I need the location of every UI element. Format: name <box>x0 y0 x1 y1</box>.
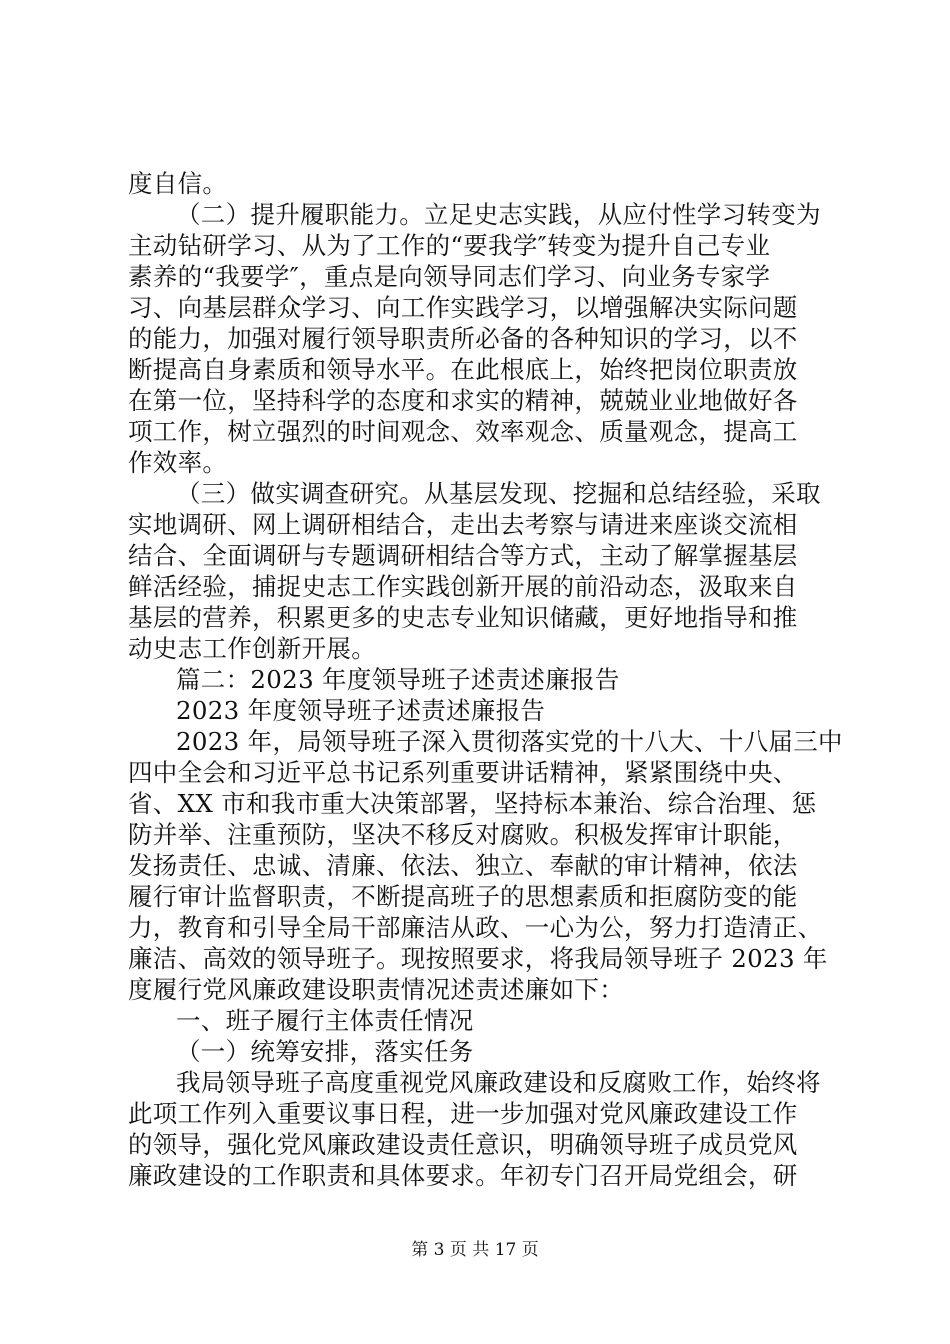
text-line-13: 结合、全面调研与专题调研相结合等方式，主动了解掌握基层 <box>128 541 798 570</box>
text-line-11: （三）做实调查研究。从基层发现、挖掘和总结经验，采取 <box>176 479 821 508</box>
text-line-31: 此项工作列入重要议事日程，进一步加强对党风廉政建设工作 <box>128 1099 798 1128</box>
text-line-33: 廉政建设的工作职责和具体要求。年初专门召开局党组会，研 <box>128 1161 798 1190</box>
text-line-14: 鲜活经验，捕捉史志工作实践创新开展的前沿动态，汲取来自 <box>128 572 798 601</box>
text-line-7: 断提高自身素质和领导水平。在此根底上，始终把岗位职责放 <box>128 355 798 384</box>
section-heading-2: 篇二：2023 年度领导班子述责述廉报告 <box>176 665 620 694</box>
text-line-8: 在第一位，坚持科学的态度和求实的精神，兢兢业业地做好各 <box>128 386 798 415</box>
text-line-22: 防并举、注重预防，坚决不移反对腐败。积极发挥审计职能， <box>128 820 798 849</box>
text-line-10: 作效率。 <box>128 448 228 477</box>
text-line-5: 习、向基层群众学习、向工作实践学习，以增强解决实际问题 <box>128 293 798 322</box>
report-title: 2023 年度领导班子述责述廉报告 <box>176 696 546 725</box>
text-line-16: 动史志工作创新开展。 <box>128 634 376 663</box>
text-line-23: 发扬责任、忠诚、清廉、依法、独立、奉献的审计精神，依法 <box>128 851 798 880</box>
text-line-1: 度自信。 <box>128 169 228 198</box>
text-line-25: 力，教育和引导全局干部廉洁从政、一心为公，努力打造清正、 <box>128 913 823 942</box>
text-line-19: 2023 年，局领导班子深入贯彻落实党的十八大、十八届三中 <box>176 727 843 756</box>
text-line-12: 实地调研、网上调研相结合，走出去考察与请进来座谈交流相 <box>128 510 798 539</box>
text-line-30: 我局领导班子高度重视党风廉政建设和反腐败工作，始终将 <box>176 1068 821 1097</box>
text-line-20: 四中全会和习近平总书记系列重要讲话精神，紧紧围绕中央、 <box>128 758 798 787</box>
text-line-3: 主动钻研学习、从为了工作的“要我学″转变为提升自己专业 <box>128 231 771 260</box>
subheading-1: 一、班子履行主体责任情况 <box>176 1006 474 1035</box>
text-line-24: 履行审计监督职责，不断提高班子的思想素质和拒腐防变的能 <box>128 882 798 911</box>
text-line-26: 廉洁、高效的领导班子。现按照要求，将我局领导班子 2023 年 <box>128 944 828 973</box>
page-footer: 第 3 页 共 17 页 <box>411 1240 539 1260</box>
text-line-9: 项工作，树立强烈的时间观念、效率观念、质量观念，提高工 <box>128 417 798 446</box>
text-line-32: 的领导，强化党风廉政建设责任意识，明确领导班子成员党风 <box>128 1130 798 1159</box>
subheading-1-1: （一）统筹安排，落实任务 <box>176 1037 474 1066</box>
text-line-21: 省、XX 市和我市重大决策部署，坚持标本兼治、综合治理、惩 <box>128 789 817 818</box>
text-line-4: 素养的“我要学″，重点是向领导同志们学习、向业务专家学 <box>128 262 771 291</box>
text-line-6: 的能力，加强对履行领导职责所必备的各种知识的学习，以不 <box>128 324 798 353</box>
text-line-2: （二）提升履职能力。立足史志实践，从应付性学习转变为 <box>176 200 821 229</box>
text-line-27: 度履行党风廉政建设职责情况述责述廉如下： <box>128 975 624 1004</box>
text-line-15: 基层的营养，积累更多的史志专业知识储藏，更好地指导和推 <box>128 603 798 632</box>
